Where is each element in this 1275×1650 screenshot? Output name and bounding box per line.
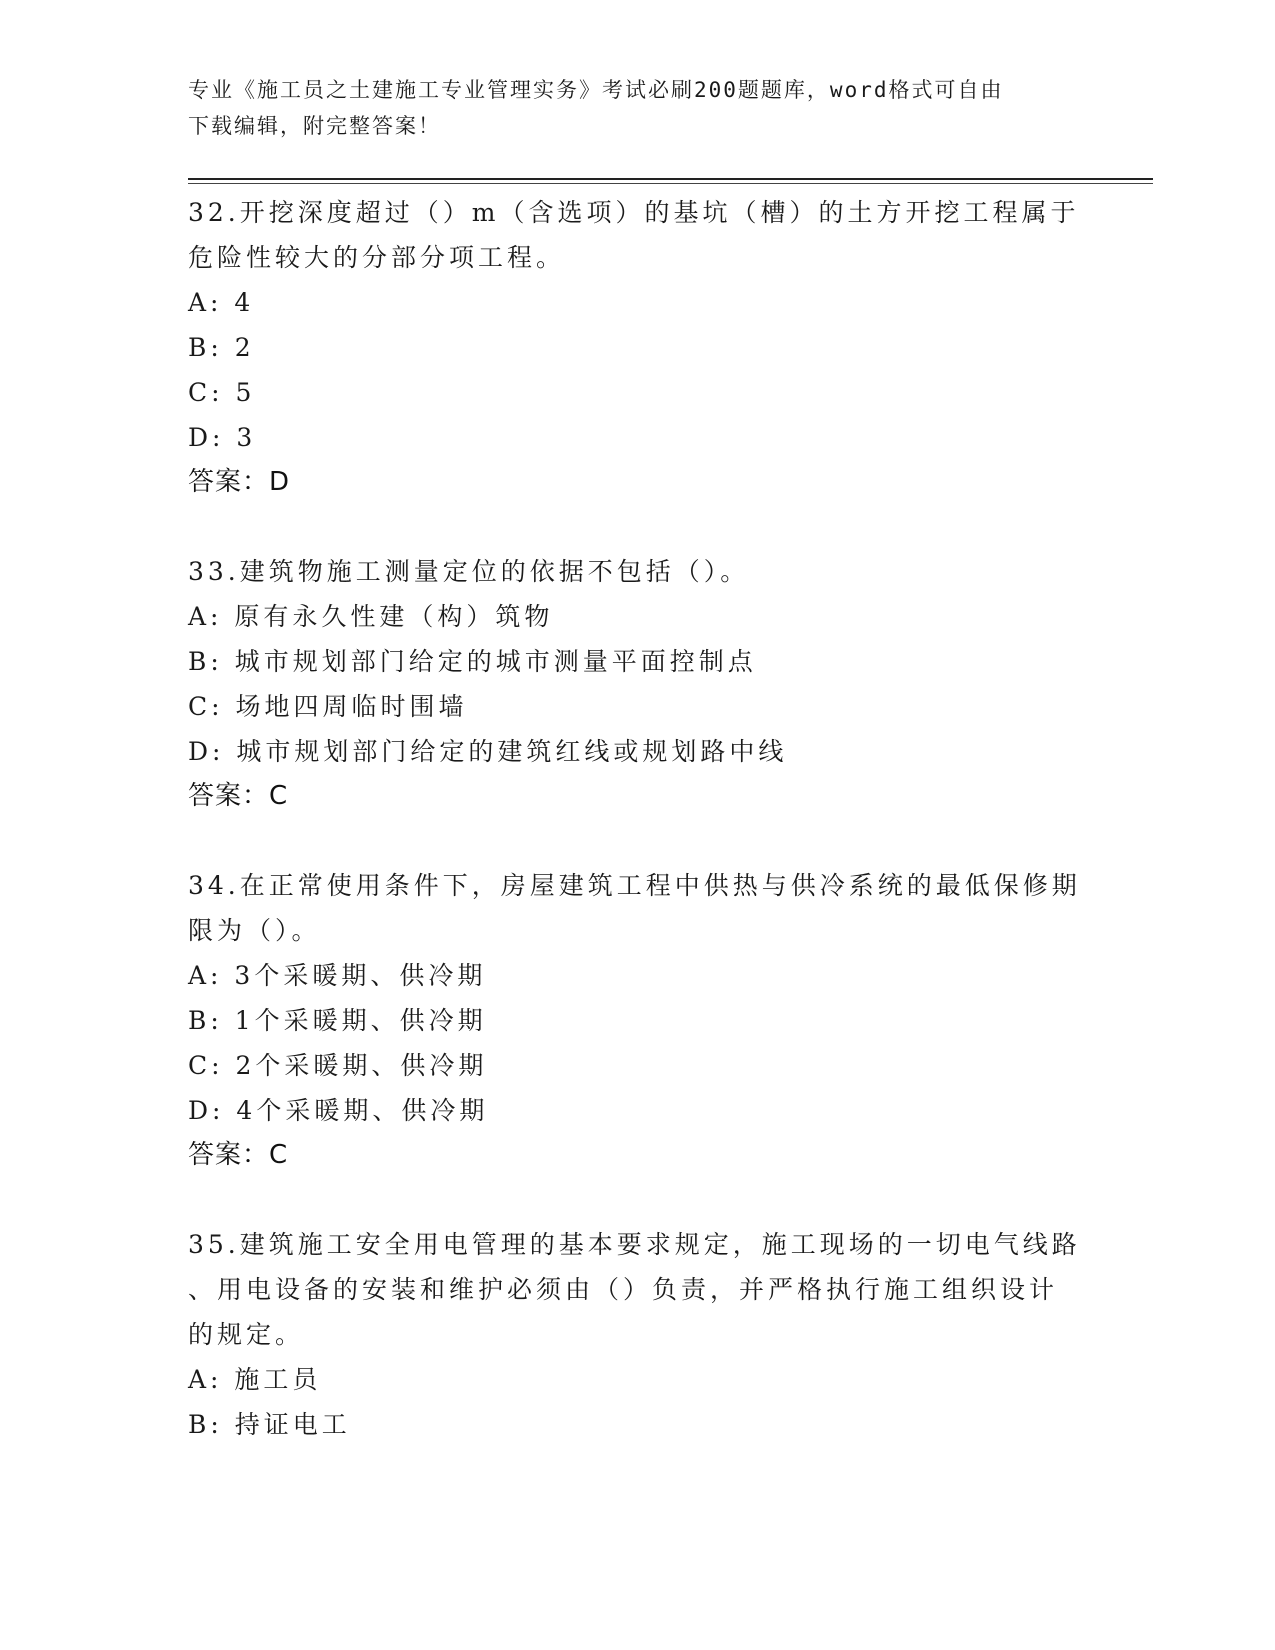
question-stem-line: 35.建筑施工安全用电管理的基本要求规定，施工现场的一切电气线路 [188,1230,1081,1259]
option-b: B: 1个采暖期、供冷期 [188,1006,487,1035]
option-a: A: 3个采暖期、供冷期 [188,961,487,990]
answer-line: 答案：D [188,467,291,497]
question-stem-line: 限为（）。 [188,916,321,945]
header-title-line-2: 下载编辑，附完整答案！ [188,114,441,138]
option-c: C: 2个采暖期、供冷期 [188,1051,488,1080]
option-b: B: 持证电工 [188,1410,351,1439]
question-35 [188,1222,1088,1447]
header-divider-thin [188,183,1153,184]
question-stem-line: 33.建筑物施工测量定位的依据不包括（）。 [188,557,750,586]
option-c: C: 场地四周临时围墙 [188,692,468,721]
option-a: A: 施工员 [188,1365,322,1394]
option-a: A: 4 [188,288,255,317]
question-32 [188,190,1088,505]
answer-line: 答案：C [188,781,289,811]
question-stem-line: 32.开挖深度超过（）m（含选项）的基坑（槽）的土方开挖工程属于 [188,198,1080,227]
question-stem-line: 、用电设备的安装和维护必须由（）负责，并严格执行施工组织设计 [188,1275,1059,1304]
header-divider-thick [188,178,1153,180]
option-b: B: 2 [188,333,255,362]
question-33 [188,549,1088,819]
question-stem-line: 34.在正常使用条件下，房屋建筑工程中供热与供冷系统的最低保修期 [188,871,1081,900]
option-d: D: 城市规划部门给定的建筑红线或规划路中线 [188,737,788,766]
option-a: A: 原有永久性建（构）筑物 [188,602,554,631]
header-title-line-1: 专业《施工员之土建施工专业管理实务》考试必刷200题题库，word格式可自由 [188,78,1004,102]
document-header [188,72,1068,144]
question-list [188,190,1088,1491]
question-stem-line: 的规定。 [188,1320,305,1349]
option-d: D: 3 [188,423,257,452]
question-34 [188,863,1088,1178]
option-c: C: 5 [188,378,256,407]
question-stem-line: 危险性较大的分部分项工程。 [188,243,566,272]
option-d: D: 4个采暖期、供冷期 [188,1096,489,1125]
option-b: B: 城市规划部门给定的城市测量平面控制点 [188,647,757,676]
answer-line: 答案：C [188,1140,289,1170]
